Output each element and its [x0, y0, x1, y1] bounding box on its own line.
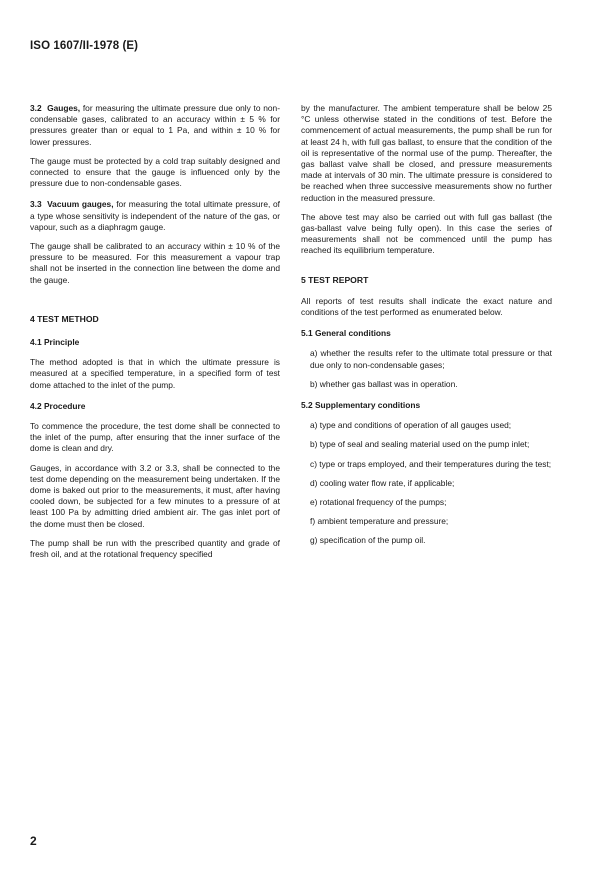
- section-4-2-heading: 4.2 Procedure: [30, 400, 86, 411]
- list-item: b) type of seal and sealing material used on the pump inlet;: [310, 439, 530, 450]
- list-item: e) rotational frequency of the pumps;: [310, 497, 447, 508]
- section-text: for measuring the ultimate pressure due only to non-condensable gases, calibrated to an accuracy within ± 5 % for pressures greater than or equal to 1 Pa, and within ± 10 % for lower pressures.: [30, 103, 281, 147]
- section-inline-title: Vacuum gauges,: [47, 199, 114, 210]
- list-item: c) type or traps employed, and their temperatures during the test;: [310, 458, 552, 469]
- list-item: f) ambient temperature and pressure;: [310, 516, 449, 527]
- list-item: g) specification of the pump oil.: [310, 535, 426, 546]
- paragraph-procedure-1: To commence the procedure, the test dome shall be connected to the inlet of the pump, after ensuring that the inner surface of the dome is clean and dry.: [30, 421, 280, 454]
- section-3-3: [30, 199, 280, 233]
- paragraph-procedure-3: The pump shall be run with the prescribed quantity and grade of fresh oil, and at the rotational frequency specified: [30, 537, 280, 560]
- page-number: 2: [30, 834, 37, 848]
- list-item: a) whether the results refer to the ultimate total pressure or that due only to non-condensable gases;: [310, 348, 552, 370]
- section-5-heading: 5 TEST REPORT: [301, 274, 369, 285]
- section-text: for measuring the total ultimate pressure, of a type whose sensitivity is independent of the nature of the gas, or vapour, such as a diaphragm gauge.: [30, 199, 281, 232]
- paragraph-calibration: The gauge shall be calibrated to an accuracy within ± 10 % of the pressure to be measured. For this measurement a vapour trap shall not be inserted in the connection line between the dome and the gauge.: [30, 241, 280, 285]
- paragraph-test-report: All reports of test results shall indicate the exact nature and conditions of the test performed as enumerated below.: [301, 295, 552, 318]
- section-5-1-heading: 5.1 General conditions: [301, 328, 391, 339]
- paragraph-procedure-2: Gauges, in accordance with 3.2 or 3.3, shall be connected to the test dome depending on the measurement being undertaken. If the dome is baked out prior to the measurements, it must, after having cooled down, be subjected for a few minutes to a pressure of at least 100 Pa by admitting dried ambient air. The gas inlet port of the dome must then be closed.: [30, 462, 280, 529]
- paragraph-gas-ballast: The above test may also be carried out with full gas ballast (the gas-ballast valve being fully open). In this case the series of measurements shall not be commenced until the pump has reached its equilibrium temperature.: [301, 211, 552, 256]
- list-item: b) whether gas ballast was in operation.: [310, 378, 458, 389]
- paragraph-procedure-continued: by the manufacturer. The ambient temperature shall be below 25 °C unless otherwise stated in the conditions of test. Before the commencement of actual measurements, the pump shall be run for at least 24 h, with full gas ballast, to ensure that the condition of the oil is representative of the normal use of the pump. Thereafter, the gas ballast valve shall be closed, and pressure measurements made at intervals of 30 min. The ultimate pressure is considered to be reached when three successive measurements show no further reduction in the measured pressure.: [301, 103, 552, 203]
- section-number: 3.3: [30, 199, 42, 210]
- left-column: [30, 103, 280, 568]
- paragraph-principle: The method adopted is that in which the ultimate pressure is measured at a specified temperature, in a specified form of test dome attached to the inlet of the pump.: [30, 357, 280, 390]
- section-4-heading: 4 TEST METHOD: [30, 313, 99, 324]
- document-header: ISO 1607/II-1978 (E): [30, 40, 139, 52]
- section-number: 3.2: [30, 103, 42, 113]
- list-item: d) cooling water flow rate, if applicable;: [310, 477, 455, 488]
- section-5-2-heading: 5.2 Supplementary conditions: [301, 400, 421, 411]
- section-3-2: [30, 103, 280, 148]
- list-item: a) type and conditions of operation of all gauges used;: [310, 420, 512, 431]
- paragraph-cold-trap: The gauge must be protected by a cold trap suitably designed and connected to ensure that the gauge is influenced only by the pressure due to non-condensable gases.: [30, 155, 280, 189]
- right-column: [301, 103, 552, 555]
- section-4-1-heading: 4.1 Principle: [30, 337, 80, 348]
- section-inline-title: Gauges,: [47, 103, 81, 113]
